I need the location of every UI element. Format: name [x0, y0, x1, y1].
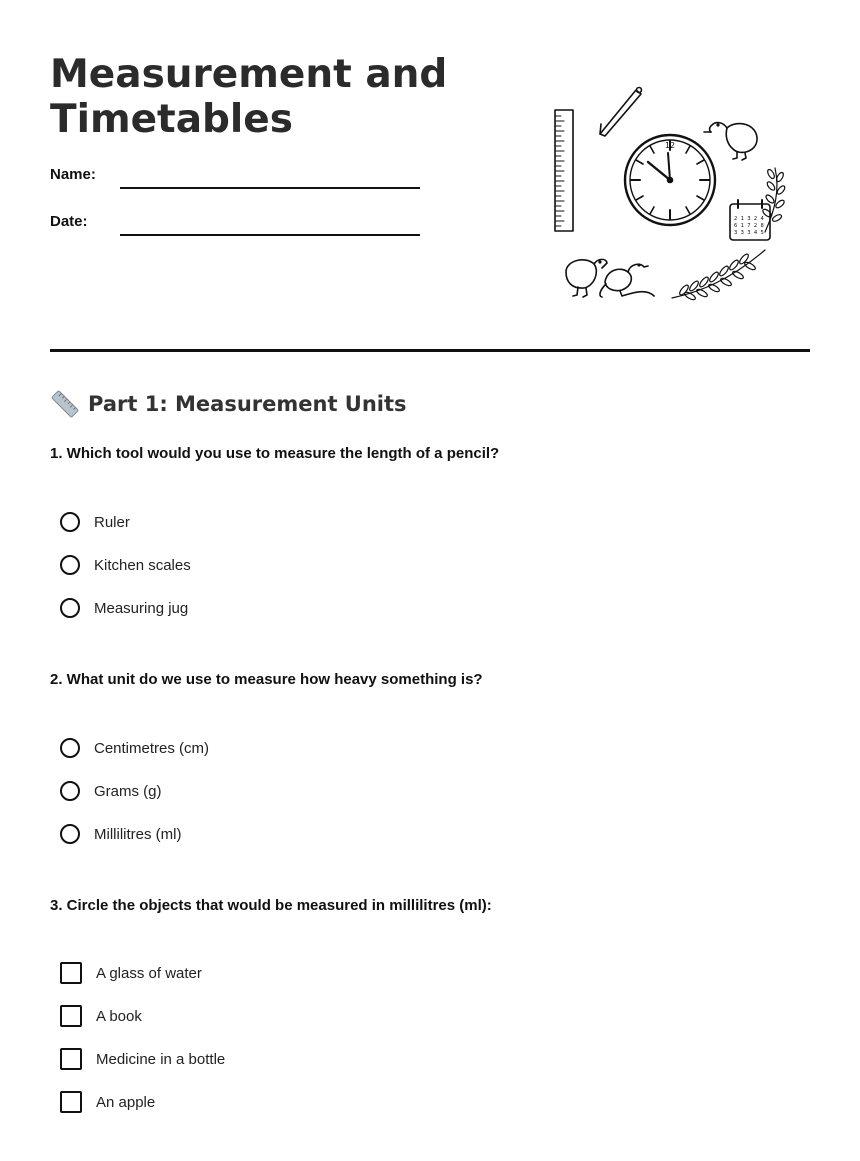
section-divider	[50, 349, 810, 352]
checkbox[interactable]	[60, 1005, 82, 1027]
ruler-icon	[50, 389, 80, 419]
calendar-row: 3 3 3 4 5	[734, 230, 764, 236]
name-field[interactable]	[120, 187, 420, 189]
option-label: Medicine in a bottle	[96, 1050, 226, 1068]
kiwi-icon	[704, 123, 757, 160]
option-measuring-jug[interactable]	[60, 595, 188, 621]
question-2: 2. What unit do we use to measure how heavy something is?	[50, 671, 483, 688]
radio-button[interactable]	[60, 555, 80, 575]
question-1: 1. Which tool would you use to measure the length of a pencil?	[50, 445, 500, 462]
question-3: 3. Circle the objects that would be measured in millilitres (ml):	[50, 897, 492, 914]
radio-button[interactable]	[60, 824, 80, 844]
measurement-illustration	[545, 78, 805, 308]
option-label: A glass of water	[96, 964, 202, 982]
ruler-icon	[555, 110, 573, 231]
option-label: Millilitres (ml)	[94, 825, 182, 843]
radio-button[interactable]	[60, 738, 80, 758]
clock-twelve-label: 12	[664, 141, 676, 150]
clock-icon	[625, 135, 715, 225]
calendar-row: 2 1 3 2 4	[734, 216, 764, 222]
option-glass-of-water[interactable]	[60, 960, 202, 986]
option-label: Ruler	[94, 513, 130, 531]
option-book[interactable]	[60, 1003, 142, 1029]
option-medicine[interactable]	[60, 1046, 225, 1072]
checkbox[interactable]	[60, 1091, 82, 1113]
option-ruler[interactable]	[60, 509, 130, 535]
option-label: A book	[96, 1007, 142, 1025]
date-field[interactable]	[120, 234, 420, 236]
section-header	[50, 388, 407, 420]
calendar-row: 6 1 7 2 8	[734, 223, 764, 229]
option-kitchen-scales[interactable]	[60, 552, 191, 578]
option-centimetres[interactable]	[60, 735, 209, 761]
checkbox[interactable]	[60, 962, 82, 984]
radio-button[interactable]	[60, 512, 80, 532]
calendar-icon	[730, 200, 770, 240]
date-label: Date:	[50, 213, 88, 230]
checkbox[interactable]	[60, 1048, 82, 1070]
radio-button[interactable]	[60, 781, 80, 801]
option-label: Grams (g)	[94, 782, 162, 800]
fern-icon	[762, 168, 787, 232]
bird-icon	[600, 264, 654, 297]
option-label: Measuring jug	[94, 599, 189, 617]
option-grams[interactable]	[60, 778, 162, 804]
option-millilitres[interactable]	[60, 821, 181, 847]
option-apple[interactable]	[60, 1089, 155, 1115]
option-label: An apple	[96, 1093, 156, 1111]
option-label: Kitchen scales	[94, 556, 191, 574]
pencil-icon	[600, 88, 642, 137]
page-title: Measurement and Timetables	[50, 52, 448, 142]
section-title: Part 1: Measurement Units	[88, 392, 407, 416]
radio-button[interactable]	[60, 598, 80, 618]
fern-icon	[672, 250, 765, 301]
option-label: Centimetres (cm)	[94, 739, 210, 757]
name-label: Name:	[50, 166, 96, 183]
